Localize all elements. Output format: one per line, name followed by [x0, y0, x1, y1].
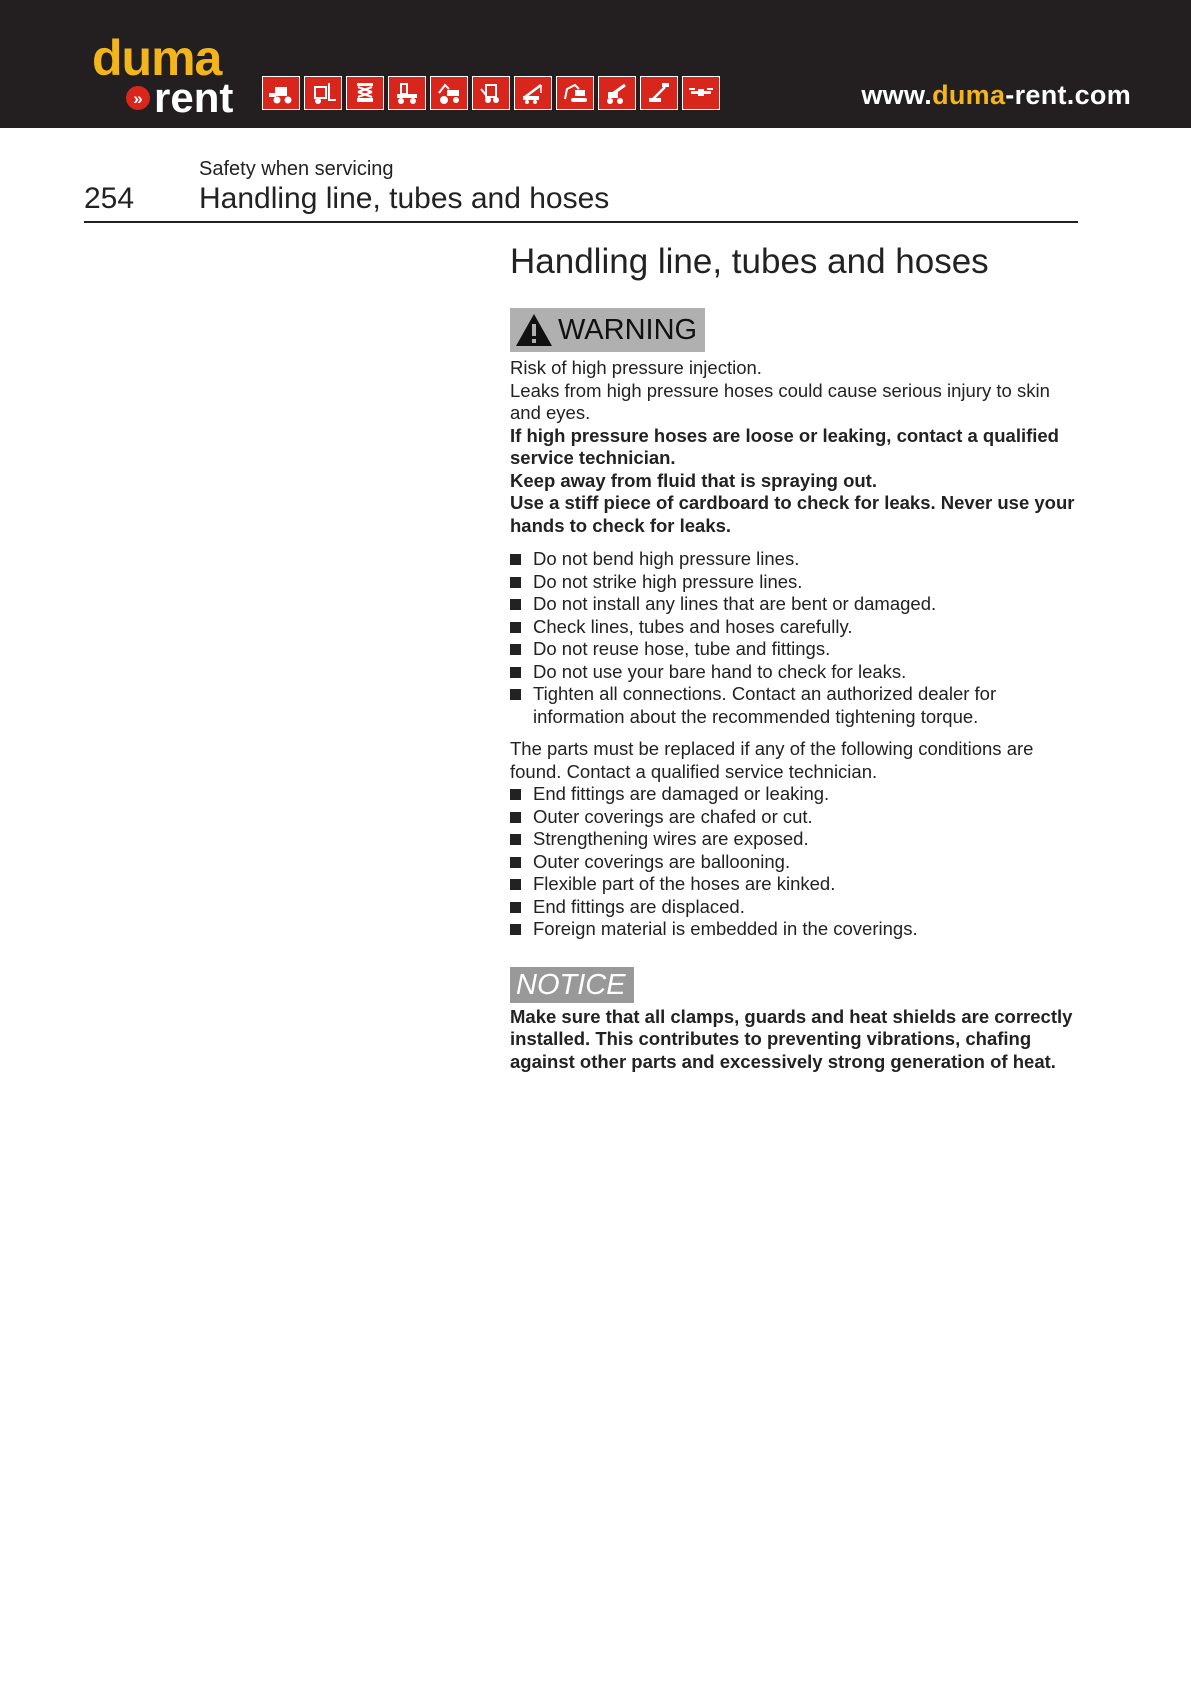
logo-rent-row — [126, 74, 234, 121]
section-title: Handling line, tubes and hoses — [510, 242, 989, 281]
chapter-label: Safety when servicing — [199, 158, 394, 180]
list-item: Flexible part of the hoses are kinked. — [510, 873, 1080, 896]
warning-line: Risk of high pressure injection. — [510, 357, 762, 378]
list-item: Check lines, tubes and hoses carefully. — [510, 616, 1080, 639]
list-item: Do not reuse hose, tube and fittings. — [510, 638, 1080, 661]
logo-chevron-icon: » — [126, 86, 150, 110]
list-item: Tighten all connections. Contact an authorized dealer for information about the recommended tightening torque. — [510, 683, 1080, 728]
scissor-lift-icon — [346, 76, 384, 110]
replace-list — [510, 783, 1080, 941]
handling-list — [510, 548, 1080, 728]
website-url-link[interactable] — [861, 80, 1131, 111]
header-divider — [84, 221, 1078, 223]
excavator-icon — [556, 76, 594, 110]
list-item: End fittings are displaced. — [510, 896, 1080, 919]
notice-label: NOTICE — [516, 968, 626, 1001]
spacer — [510, 728, 1080, 738]
boom-lift-icon — [640, 76, 678, 110]
notice-badge — [510, 967, 634, 1003]
list-item: End fittings are damaged or leaking. — [510, 783, 1080, 806]
list-item: Outer coverings are chafed or cut. — [510, 806, 1080, 829]
list-item: Foreign material is embedded in the coverings. — [510, 918, 1080, 941]
list-item: Outer coverings are ballooning. — [510, 851, 1080, 874]
logo-rent-text: rent — [154, 74, 234, 121]
logo-duma-text: duma — [92, 30, 222, 86]
crane-icon — [514, 76, 552, 110]
page-number: 254 — [84, 182, 135, 215]
forklift-icon — [304, 76, 342, 110]
telehandler-icon — [598, 76, 636, 110]
list-item: Do not bend high pressure lines. — [510, 548, 1080, 571]
list-item: Do not strike high pressure lines. — [510, 571, 1080, 594]
machine-icon-strip — [262, 76, 720, 110]
list-item: Strengthening wires are exposed. — [510, 828, 1080, 851]
url-highlight: duma — [932, 80, 1006, 110]
main-content — [510, 240, 1080, 1073]
running-title: Handling line, tubes and hoses — [199, 182, 610, 215]
replace-intro: The parts must be replaced if any of the following conditions are found. Contact a qualified service technician. — [510, 738, 1034, 782]
list-item: Do not use your bare hand to check for leaks. — [510, 661, 1080, 684]
warning-line: Leaks from high pressure hoses could cause serious injury to skin and eyes. — [510, 379, 1050, 423]
list-item: Do not install any lines that are bent or damaged. — [510, 593, 1080, 616]
drone-icon — [682, 76, 720, 110]
wheel-loader-icon — [262, 76, 300, 110]
warning-triangle-icon — [514, 312, 554, 348]
warning-label: WARNING — [558, 314, 698, 346]
mini-dumper-icon — [388, 76, 426, 110]
warning-bold-line: Use a stiff piece of cardboard to check for leaks. Never use your hands to check for leaks. — [510, 492, 1075, 536]
url-suffix: -rent.com — [1005, 80, 1131, 110]
backhoe-icon — [430, 76, 468, 110]
url-prefix: www. — [861, 80, 933, 110]
duma-rent-logo[interactable] — [92, 30, 242, 121]
warning-bold-line: Keep away from fluid that is spraying out. — [510, 469, 877, 491]
header-bar — [0, 0, 1191, 128]
warning-bold-line: If high pressure hoses are loose or leaking, contact a qualified service technician. — [510, 424, 1059, 468]
skid-steer-icon — [472, 76, 510, 110]
warning-badge — [510, 308, 705, 352]
notice-text: Make sure that all clamps, guards and heat shields are correctly installed. This contributes to preventing vibrations, chafing against other parts and excessively strong generation of heat. — [510, 1005, 1073, 1072]
